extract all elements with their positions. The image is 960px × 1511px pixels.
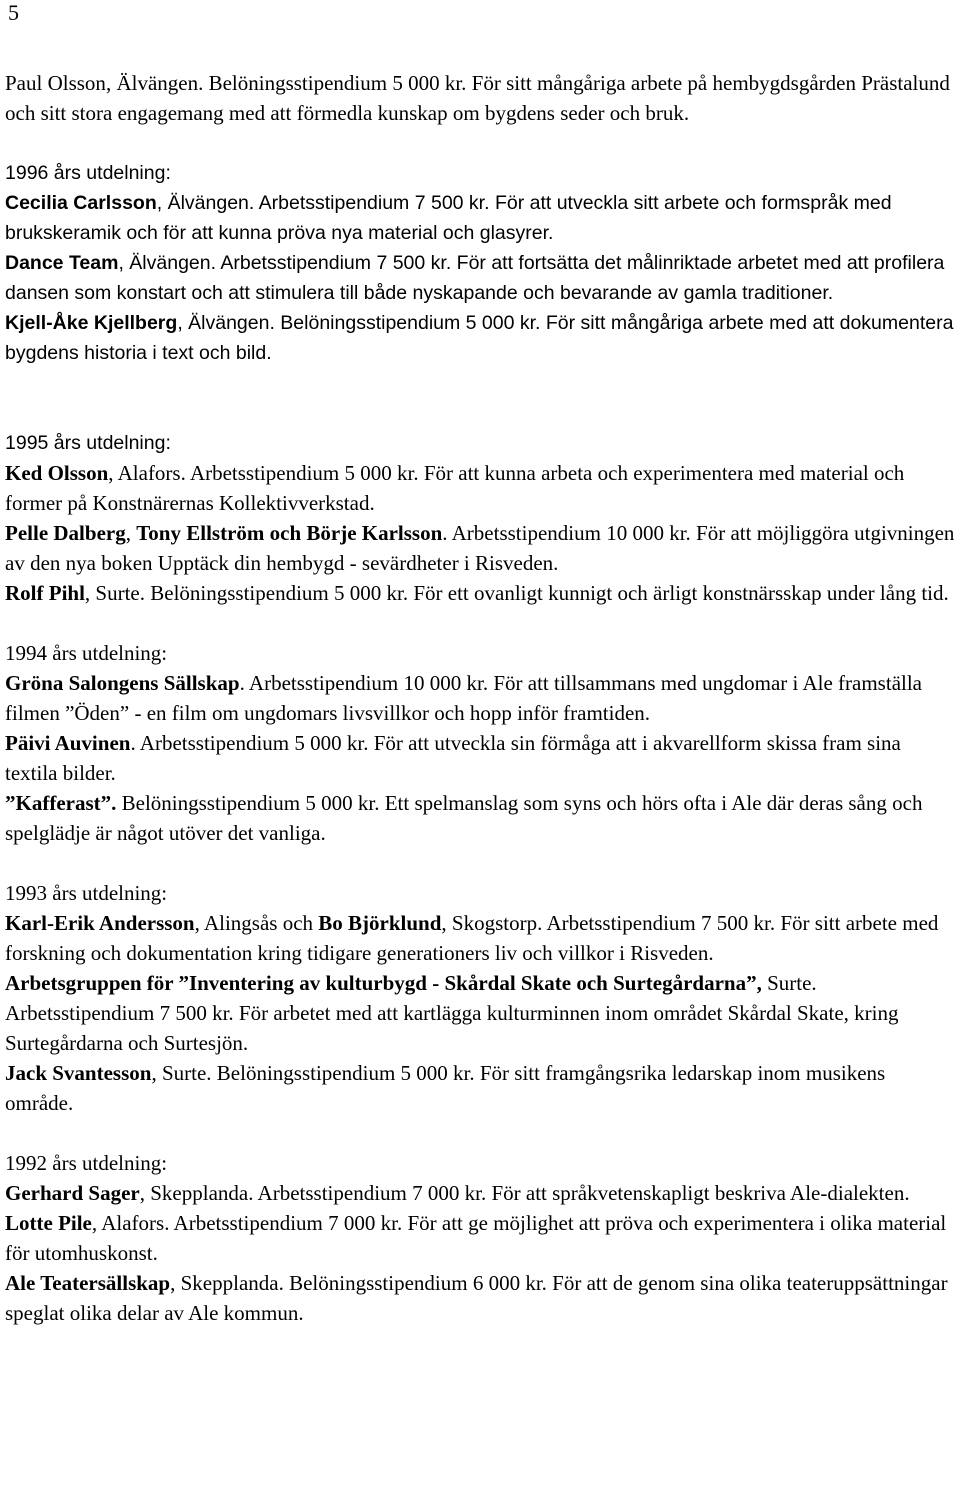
entry-text: , Skepplanda. Arbetsstipendium 7 000 kr. För att språkvetenskapligt beskriva Ale-dialekten. <box>139 1181 910 1205</box>
entry-text: , Skogstorp. Arbetsstipendium 7 500 kr. För sitt arbete med forskning och dokumentation kring tidigare generationers liv och villkor i Risveden. <box>5 911 939 965</box>
recipient-name: Rolf Pihl <box>5 581 85 605</box>
year-heading <box>5 158 957 188</box>
award-entry <box>5 518 957 578</box>
document-body <box>5 68 957 1328</box>
entry-text: 1992 års utdelning: <box>5 1151 168 1175</box>
award-entry <box>5 728 957 788</box>
entry-text: , Alafors. Arbetsstipendium 5 000 kr. För att kunna arbeta och experimentera med material och former på Konstnärernas Kollektivverkstad. <box>5 461 905 515</box>
paragraph-gap <box>5 1118 957 1148</box>
recipient-name: Pelle Dalberg <box>5 521 126 545</box>
entry-text: 1995 års utdelning: <box>5 432 171 454</box>
entry-text: Paul Olsson <box>5 71 106 95</box>
entry-text: , <box>125 521 137 545</box>
paragraph-gap <box>5 848 957 878</box>
entry-text: Belöningsstipendium 5 000 kr. Ett spelmanslag som syns och hörs ofta i Ale där deras sång och spelglädje är något utöver det vanliga. <box>5 791 923 845</box>
recipient-name: Jack Svantesson <box>5 1061 152 1085</box>
paragraph-gap <box>5 128 957 158</box>
recipient-name: Lotte Pile <box>5 1211 92 1235</box>
award-entry <box>5 1058 957 1118</box>
award-entry <box>5 248 957 308</box>
entry-text: , Alingsås och <box>194 911 319 935</box>
page-number: 5 <box>8 0 19 25</box>
recipient-name: Ale Teatersällskap <box>5 1271 171 1295</box>
entry-text: 1994 års utdelning: <box>5 641 168 665</box>
recipient-name: Karl-Erik Andersson <box>5 911 195 935</box>
entry-text: , Skepplanda. Belöningsstipendium 6 000 kr. För att de genom sina olika teateruppsättningar speglat olika delar av Ale kommun. <box>5 1271 948 1325</box>
award-entry <box>5 668 957 728</box>
recipient-name: Ked Olsson <box>5 461 109 485</box>
year-heading <box>5 428 957 458</box>
entry-text: 1993 års utdelning: <box>5 881 168 905</box>
entry-text: , Älvängen. Arbetsstipendium 7 500 kr. För att fortsätta det målinriktade arbetet med att profilera dansen som konstart och att stimulera till både nyskapande och bevarande av gamla traditioner. <box>5 252 945 304</box>
award-entry <box>5 788 957 848</box>
recipient-name: Tony Ellström och Börje Karlsson <box>136 521 443 545</box>
award-entry <box>5 308 957 368</box>
recipient-name: Gröna Salongens Sällskap <box>5 671 240 695</box>
award-entry <box>5 1178 957 1208</box>
entry-text: , Älvängen. Arbetsstipendium 7 500 kr. För att utveckla sitt arbete och formspråk med brukskeramik och för att kunna pröva nya material och glasyrer. <box>5 192 892 244</box>
award-entry <box>5 1268 957 1328</box>
entry-text: . Arbetsstipendium 10 000 kr. För att möjliggöra utgivningen av den nya boken Upptäck din hembygd - sevärdheter i Risveden. <box>5 521 955 575</box>
year-heading <box>5 638 957 668</box>
paragraph-gap <box>5 368 957 428</box>
recipient-name: Bo Björklund <box>318 911 442 935</box>
entry-text: , Älvängen. Belöningsstipendium 5 000 kr. För sitt mångåriga arbete med att dokumentera bygdens historia i text och bild. <box>5 312 954 364</box>
entry-text: Surte. Arbetsstipendium 7 500 kr. För arbetet med att kartlägga kulturminnen inom området Skårdal Skate, kring Surtegårdarna och Surtesjön. <box>5 971 899 1055</box>
recipient-name: Dance Team <box>5 252 119 274</box>
recipient-name: Arbetsgruppen för ”Inventering av kulturbygd - Skårdal Skate och Surtegårdarna”, <box>5 971 762 995</box>
award-entry <box>5 188 957 248</box>
award-entry <box>5 968 957 1058</box>
award-entry <box>5 908 957 968</box>
recipient-name: Kjell-Åke Kjellberg <box>5 312 178 334</box>
year-heading <box>5 1148 957 1178</box>
award-entry <box>5 458 957 518</box>
award-entry <box>5 1208 957 1268</box>
entry-text: , Surte. Belöningsstipendium 5 000 kr. För ett ovanligt kunnigt och ärligt konstnärsskap under lång tid. <box>84 581 949 605</box>
year-heading <box>5 878 957 908</box>
entry-text: , Alafors. Arbetsstipendium 7 000 kr. För att ge möjlighet att pröva och experimentera i olika material för utomhuskonst. <box>5 1211 947 1265</box>
recipient-name: Cecilia Carlsson <box>5 192 157 214</box>
recipient-name: Gerhard Sager <box>5 1181 140 1205</box>
entry-text: , Surte. Belöningsstipendium 5 000 kr. För sitt framgångsrika ledarskap inom musikens område. <box>5 1061 886 1115</box>
entry-text: . Arbetsstipendium 5 000 kr. För att utveckla sin förmåga att i akvarellform skissa fram sina textila bilder. <box>5 731 901 785</box>
award-entry <box>5 578 957 608</box>
recipient-name: ”Kafferast”. <box>5 791 117 815</box>
recipient-name: Päivi Auvinen <box>5 731 131 755</box>
award-entry <box>5 68 957 128</box>
entry-text: , Älvängen. Belöningsstipendium 5 000 kr. För sitt mångåriga arbete på hembygdsgården Prästalund och sitt stora engagemang med att förmedla kunskap om bygdens seder och bruk. <box>5 71 950 125</box>
entry-text: . Arbetsstipendium 10 000 kr. För att tillsammans med ungdomar i Ale framställa filmen ”Öden” - en film om ungdomars livsvillkor och hopp inför framtiden. <box>5 671 923 725</box>
entry-text: 1996 års utdelning: <box>5 162 171 184</box>
paragraph-gap <box>5 608 957 638</box>
